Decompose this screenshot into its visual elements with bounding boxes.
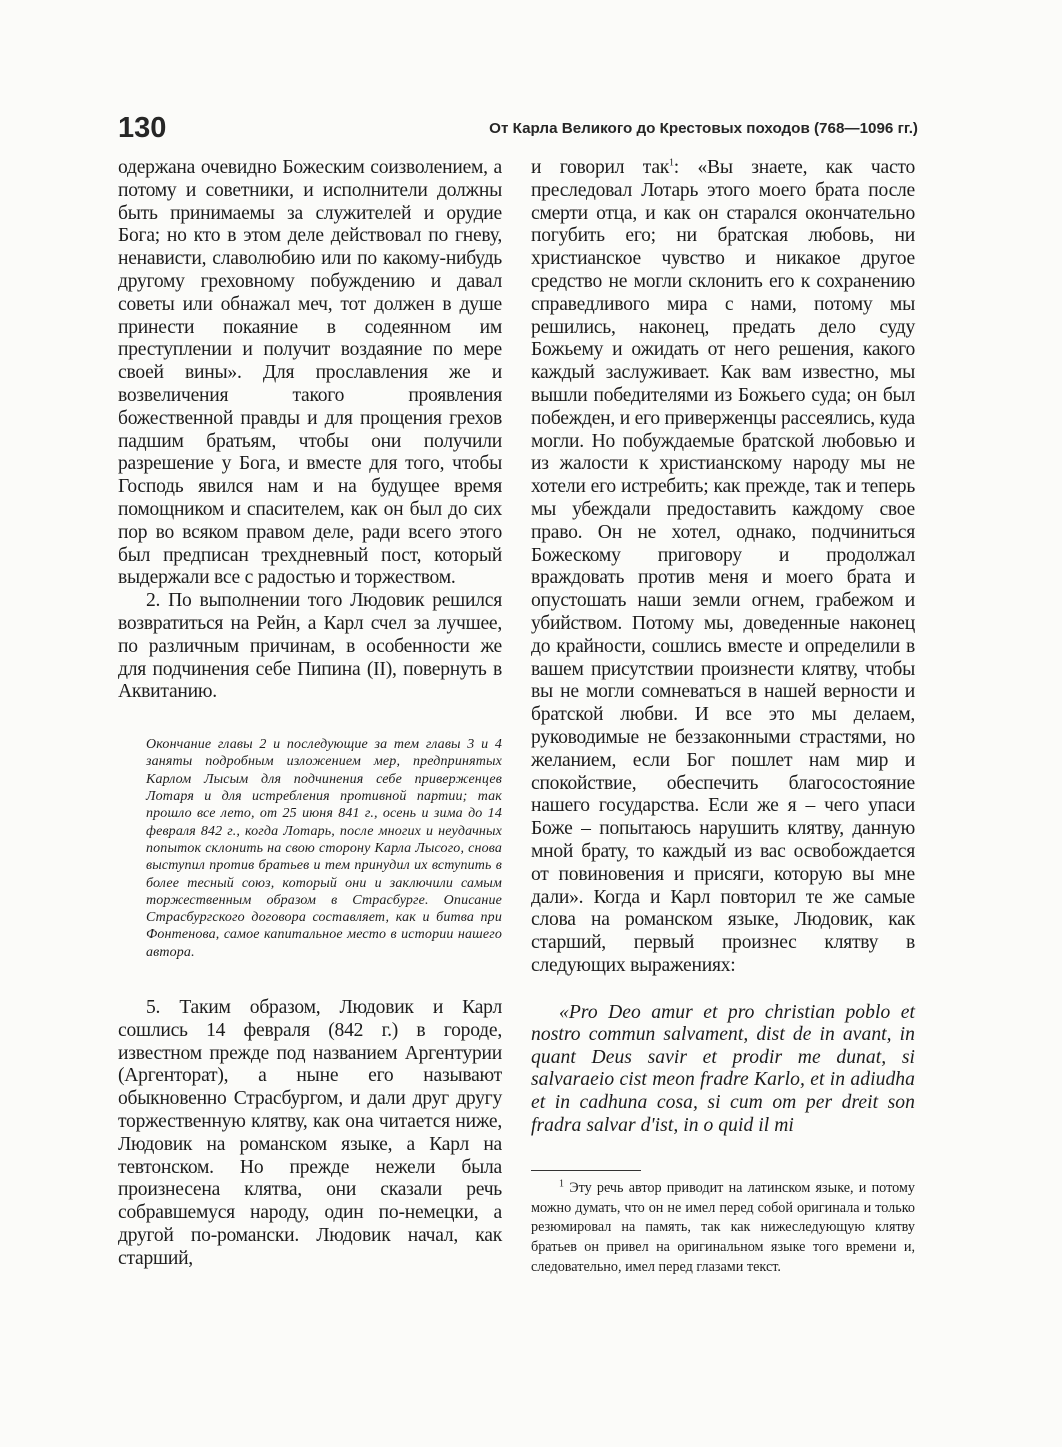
left-column: [118, 157, 502, 1271]
speech-text: : «Вы знаете, как часто преследовал Лотарь этого моего брата после смерти отца, и как он старался окончательно погубить его; ни братская любовь, ни христианское чувство и никакое другое средство не могли склонить его к сохранению справедливого мира с нами, потому мы решились, наконец, предать дело суду Божьему и ожидать от него решения, какого каждый заслуживает. Как вам известно, мы вышли победителями из Божьего суда; он был побежден, и его приверженцы рассеялись, куда могли. Но побуждаемые братской любовью и из жалости к христианскому народу мы не хотели его истребить; как прежде, так и теперь мы убеждали предоставить каждому свое право. Он не хотел, однако, подчиниться Божескому приговору и продолжал враждовать против меня и моего брата и опустошать наши земли огнем, грабежом и убийством. Потому мы, доведенные наконец до крайности, сошлись вместе и определили в вашем присутствии произнести клятву, чтобы вы не могли сомневаться в нашей верности и братской любви. И все это мы делаем, руководимые не беззаконными страстями, но желанием, если Бог пошлет нам мир и спокойствие, обеспечить благосостояние нашего государства. Если же я – чего упаси Боже – попытаюсь нарушить клятву, данную мной брату, то каждый из вас освобождается от повиновения и присяги, которую вы мне дали». Когда и Карл повторил те же самые слова на романском языке, Людовик, как старший, первый произнес клятву в следующих выражениях:: [531, 157, 916, 976]
footnote-text: Эту речь автор приводит на латинском языке, и потому можно думать, что он не имел перед собой оригинала и только резюмировал на память, так как нижеследующую клятву братьев он привел на оригинальном языке того времени и, следовательно, имел перед глазами текст.: [531, 1180, 915, 1275]
footnote-reference: 1: [669, 157, 674, 169]
speech-intro: и говорил так: [531, 157, 670, 178]
editor-summary: Окончание главы 2 и последующие за тем главы 3 и 4 заняты подробным изложением мер, предпринятых Карлом Лысым для подчинения себе приверженцев Лотаря и для истребления противной партии; так прошло все лето, от 25 июня 841 г., осень и зима до 14 февраля 842 г., когда Лотарь, после многих и неудачных попыток склонить на свою сторону Карла Лысого, снова выступил против братьев и тем принудил их вступить в более тесный союз, который они и заключили самым торжественным образом в Страсбурге. Описание Страсбургского договора составляет, как и битва при Фонтенова, самое капитальное место в истории нашего автора.: [146, 737, 502, 960]
footnote-number: 1: [559, 1178, 564, 1190]
right-column: [531, 157, 915, 1277]
footnote: [531, 1179, 915, 1277]
page-number: 130: [118, 112, 167, 144]
paragraph-section-2: 2. По выполнении того Людовик решился возвратиться на Рейн, а Карл счел за лучшее, по различным причинам, в особенности же для подчинения себе Пипина (II), повернуть в Аквитанию.: [118, 590, 502, 703]
paragraph-continued: одержана очевидно Божеским соизволением, а потому и советники, и исполнители должны быть принимаемы за служителей и орудие Бога; но кто в этом деле действовал по гневу, ненависти, славолюбию или по какому-нибудь другому греховному побуждению и давал советы или обнажал меч, тот должен в душе принести покаяние в содеянном им преступлении и получит воздаяние по мере своей вины». Для прославления же и возвеличения такого проявления божественной правды и для прощения грехов падшим братьям, чтобы они получили разрешение у Бога, и вместе для того, чтобы Господь явился нам и на будущее время помощником и спасителем, как он был до сих пор во всяком правом деле, ради всего этого был предписан трехдневный пост, который выдержали все с радостью и торжеством.: [118, 157, 502, 589]
footnote-divider: [531, 1170, 641, 1171]
running-title: От Карла Великого до Крестовых походов (768—1096 гг.): [489, 120, 918, 137]
page-header: [118, 108, 918, 152]
oath-quote: «Pro Deo amur et pro christian poblo et nostro commun salvament, dist de in avant, in quant Deus savir et prodir me dunat, si salvaraeio cist meon fradre Karlo, et in adiudha et in cadhuna cosa, si cum om per dreit son fradra salvar d'ist, in o quid il mi: [531, 1001, 915, 1136]
paragraph-section-5: 5. Таким образом, Людовик и Карл сошлись 14 февраля (842 г.) в городе, известном прежде под названием Аргентурии (Аргенторат), а ныне его называют обыкновенно Страсбургом, и дали друг другу торжественную клятву, как она читается ниже, Людовик на романском языке, а Карл на тевтонском. Но прежде нежели была произнесена клятва, они сказали речь собравшемуся народу, один по-немецки, а другой по-романски. Людовик начал, как старший,: [118, 996, 502, 1269]
paragraph-speech: [531, 157, 915, 978]
